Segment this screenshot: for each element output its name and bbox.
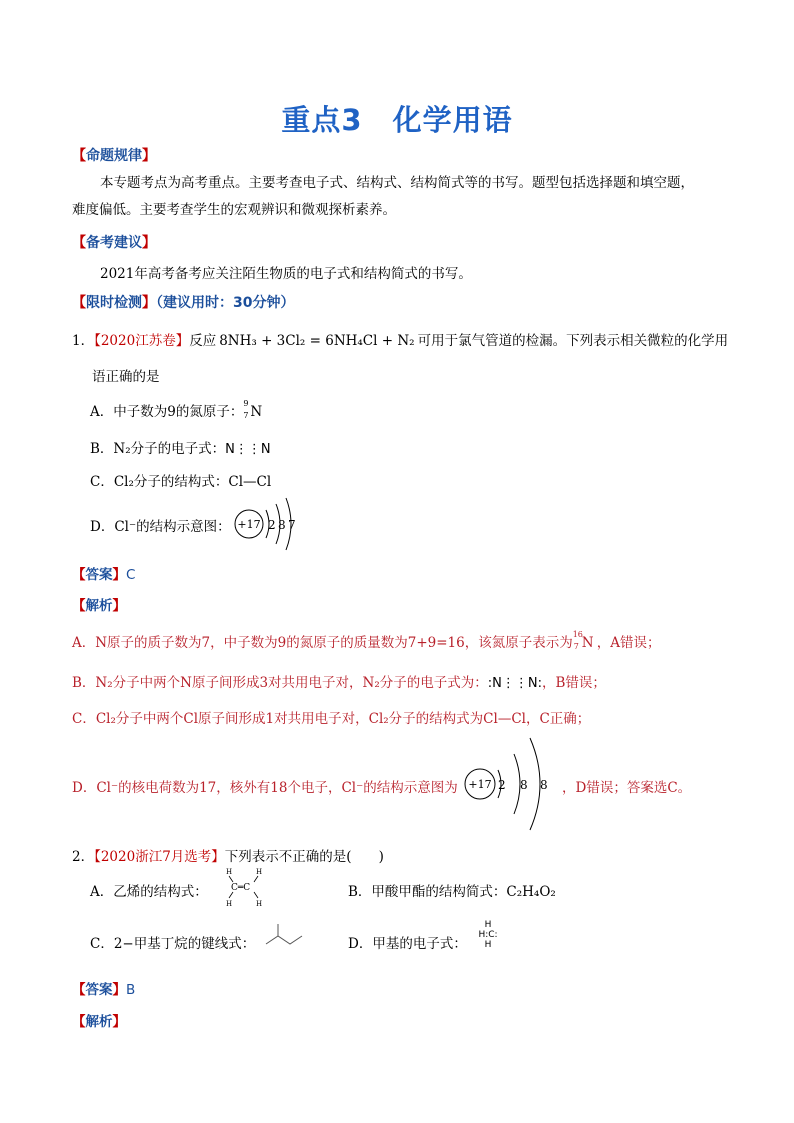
methyl-electron-formula bbox=[476, 920, 500, 950]
nuclide-mass: 16 bbox=[572, 629, 583, 639]
q2-option-c: C．2−甲基丁烷的键线式： bbox=[90, 936, 256, 952]
nuclide-atomic: 7 bbox=[573, 641, 579, 651]
q2-analysis-heading: 【解析】 bbox=[72, 1014, 126, 1030]
methyl-h-bottom: H bbox=[484, 940, 492, 950]
shell-count: 8 bbox=[540, 778, 548, 792]
q2-option-b-text: B．甲酸甲酯的结构简式： bbox=[348, 884, 507, 900]
q2-option-d: D．甲基的电子式： bbox=[348, 936, 467, 952]
q1-stem bbox=[72, 329, 728, 349]
section-label: 限时检测 bbox=[86, 295, 142, 311]
answer-label: 答案 bbox=[85, 567, 113, 583]
nuclide-atomic: 7 bbox=[243, 410, 249, 420]
q1-option-d: D．Cl⁻的结构示意图： bbox=[90, 519, 231, 535]
q1-number: 1． bbox=[72, 333, 95, 349]
q1-option-c: C．Cl₂分子的结构式：Cl—Cl bbox=[90, 474, 272, 490]
atom-structure-diagram-correct bbox=[462, 736, 558, 832]
rules-text-line2: 难度偏低。主要考查学生的宏观辨识和微观探析素养。 bbox=[72, 202, 396, 218]
q1-reaction: 8NH₃ + 3Cl₂ = 6NH₄Cl + N₂ bbox=[219, 333, 415, 349]
c-c-double-bond: C═C bbox=[231, 883, 251, 893]
explain-a-tail: ，A错误； bbox=[596, 635, 661, 651]
atom-structure-diagram bbox=[232, 496, 304, 552]
q1-answer: 【答案】C bbox=[72, 567, 136, 583]
q2-source-tag: 【2020浙江7月选考】 bbox=[94, 849, 225, 865]
nuclide-n9 bbox=[243, 398, 265, 421]
explain-b-tail: ，B错误； bbox=[542, 675, 606, 691]
analysis-label: 解析 bbox=[85, 1014, 113, 1030]
nuclide-mass: 9 bbox=[243, 398, 249, 408]
q1-stem-post: 可用于氯气管道的检漏。下列表示相关微粒的化学用 bbox=[417, 333, 729, 349]
shell-count: 8 bbox=[520, 778, 528, 792]
answer-value: C bbox=[126, 567, 136, 583]
section-heading-advice: 【备考建议】 bbox=[72, 235, 156, 251]
advice-text: 2021年高考备考应关注陌生物质的电子式和结构简式的书写。 bbox=[100, 266, 472, 282]
section-heading-rules: 【命题规律】 bbox=[72, 148, 156, 164]
section-label: 命题规律 bbox=[86, 148, 142, 164]
q2-option-a: A．乙烯的结构式： bbox=[90, 884, 208, 900]
n2-electron-formula: N⋮⋮N bbox=[225, 442, 271, 457]
q2-option-b bbox=[348, 880, 556, 900]
analysis-label: 解析 bbox=[85, 598, 113, 614]
q1-option-b bbox=[90, 437, 271, 457]
h-atom: H bbox=[226, 868, 233, 876]
nucleus-charge: +17 bbox=[237, 518, 261, 531]
methyl-h-top: H bbox=[484, 920, 492, 930]
ethylene-structure bbox=[212, 864, 274, 908]
electron-shell-arc bbox=[530, 738, 540, 830]
q1-option-a bbox=[90, 400, 265, 421]
q1-analysis-heading: 【解析】 bbox=[72, 598, 126, 614]
nuclide-symbol: N bbox=[250, 403, 263, 420]
shell-count: 2 bbox=[268, 518, 276, 532]
q1-explain-d-post: ，D错误；答案选C。 bbox=[562, 780, 692, 796]
nuclide-n16 bbox=[572, 629, 597, 652]
n2-electron-formula: :N⋮⋮N: bbox=[487, 676, 542, 691]
nuclide-symbol: N bbox=[581, 634, 594, 651]
formula-c2h4o2: C₂H₄O₂ bbox=[506, 884, 556, 900]
q2-stem bbox=[72, 845, 384, 865]
h-atom: H bbox=[256, 868, 263, 876]
q2-stem-text: 下列表示不正确的是( ) bbox=[224, 849, 384, 865]
rules-text-line1: 本专题考点为高考重点。主要考查电子式、结构式、结构简式等的书写。题型包括选择题和填空题， bbox=[100, 175, 694, 191]
q1-explain-d-pre: D．Cl⁻的核电荷数为17，核外有18个电子，Cl⁻的结构示意图为 bbox=[72, 780, 458, 796]
answer-value: B bbox=[126, 982, 136, 998]
shell-count: 7 bbox=[288, 518, 296, 532]
skeletal-formula-2-methylbutane bbox=[262, 920, 308, 952]
q1-option-b-text: B．N₂分子的电子式： bbox=[90, 441, 226, 457]
shell-count: 2 bbox=[498, 778, 506, 792]
h-atom: H bbox=[256, 900, 263, 908]
q2-answer: 【答案】B bbox=[72, 982, 136, 998]
section-extra: （建议用时：30分钟） bbox=[156, 295, 295, 311]
explain-b-text: B．N₂分子中两个N原子间形成3对共用电子对，N₂分子的电子式为： bbox=[72, 675, 488, 691]
q1-stem-pre: 反应 bbox=[189, 333, 217, 349]
shell-count: 8 bbox=[278, 518, 286, 532]
nucleus-charge: +17 bbox=[468, 778, 492, 791]
q1-stem-line2: 语正确的是 bbox=[92, 369, 160, 385]
q1-option-a-text: A．中子数为9的氮原子： bbox=[90, 404, 244, 420]
section-label: 备考建议 bbox=[86, 235, 142, 251]
page-title: 重点3 化学用语 bbox=[281, 103, 513, 137]
q1-source-tag: 【2020江苏卷】 bbox=[94, 333, 190, 349]
q2-number: 2． bbox=[72, 849, 95, 865]
q1-explain-b bbox=[72, 671, 606, 691]
answer-label: 答案 bbox=[85, 982, 113, 998]
h-atom: H bbox=[226, 900, 233, 908]
methyl-center: H:C: bbox=[478, 930, 498, 940]
q1-explain-c: C．Cl₂分子中两个Cl原子间形成1对共用电子对，Cl₂分子的结构式为Cl—Cl，C正确； bbox=[72, 711, 591, 727]
explain-a-text: A．N原子的质子数为7，中子数为9的氮原子的质量数为7+9=16，该氮原子表示为 bbox=[72, 635, 573, 651]
section-heading-test: 【限时检测】（建议用时：30分钟） bbox=[72, 295, 295, 311]
q1-explain-a bbox=[72, 631, 660, 652]
